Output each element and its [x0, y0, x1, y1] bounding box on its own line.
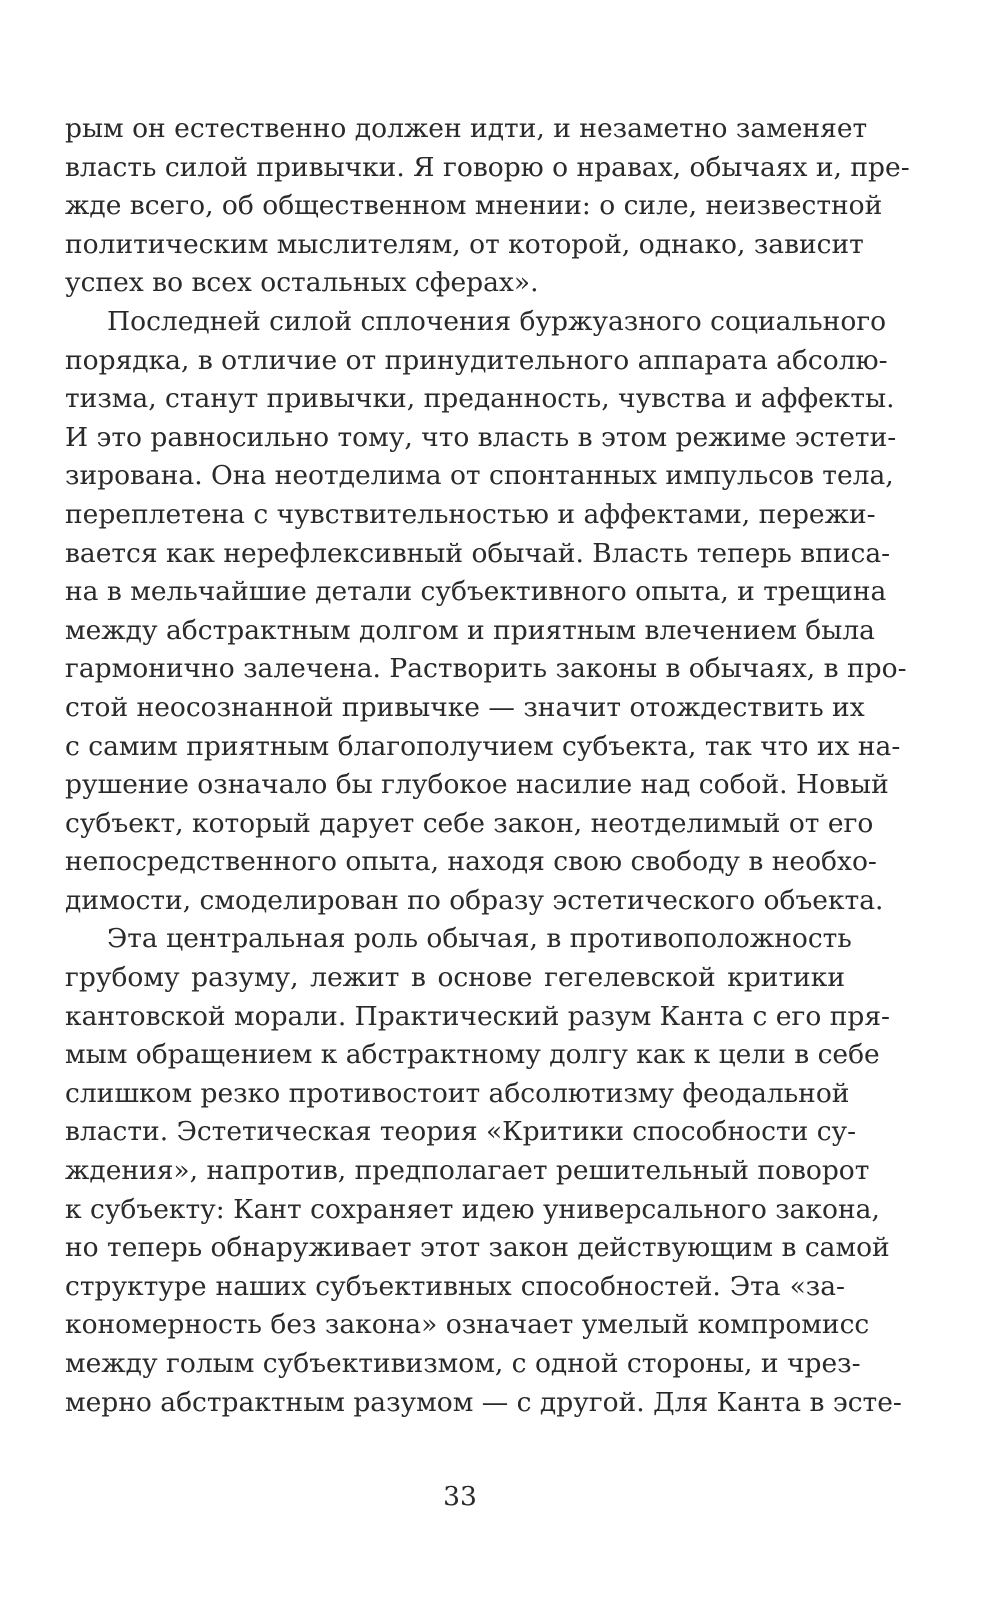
text-line: успех во всех остальных сферах». — [65, 267, 539, 299]
text-line: к субъекту: Кант сохраняет идею универсального закона, — [65, 1193, 880, 1225]
text-line: политическим мыслителям, от которой, однако, зависит — [65, 228, 864, 260]
text-line: между абстрактным долгом и приятным влечением была — [65, 614, 875, 646]
text-line: слишком резко противостоит абсолютизму феодальной — [65, 1077, 850, 1109]
text-line: стой неосознанной привычке — значит отождествить их — [65, 691, 865, 723]
body-text — [65, 110, 910, 1422]
page-number: 33 — [443, 1481, 477, 1512]
text-line: зирована. Она неотделима от спонтанных импульсов тела, — [65, 460, 894, 492]
text-line: ждения», напротив, предполагает решительный поворот — [65, 1155, 870, 1187]
text-line: переплетена с чувствительностью и аффектами, пережи- — [65, 498, 876, 530]
paragraph-first-line: Последней силой сплочения буржуазного социального — [107, 305, 887, 337]
text-line: И это равносильно тому, что власть в этом режиме эстети- — [65, 421, 897, 453]
text-line: тизма, станут привычки, преданность, чувства и аффекты. — [65, 383, 895, 415]
paragraph-first-line: Эта центральная роль обычая, в противоположность — [107, 923, 852, 955]
text-line: вается как нерефлексивный обычай. Власть теперь вписа- — [65, 537, 891, 569]
text-line: грубому разуму, лежит в основе гегелевской критики — [65, 962, 845, 994]
text-line: власть силой привычки. Я говорю о нравах, обычаях и, пре- — [65, 151, 910, 183]
text-line: мерно абстрактным разумом — с другой. Для Канта в эсте- — [65, 1386, 902, 1418]
text-line: димости, смоделирован по образу эстетического объекта. — [65, 884, 884, 916]
text-line: непосредственного опыта, находя свою свободу в необхо- — [65, 846, 877, 878]
text-line: кономерность без закона» означает умелый компромисс — [65, 1309, 870, 1341]
text-line: порядка, в отличие от принудительного аппарата абсолю- — [65, 344, 888, 376]
text-line: на в мельчайшие детали субъективного опыта, и трещина — [65, 576, 887, 608]
text-line: рым он естественно должен идти, и незаметно заменяет — [65, 113, 868, 144]
text-line: субъект, который дарует себе закон, неотделимый от его — [65, 807, 874, 839]
text-line: кантовской морали. Практический разум Канта с его пря- — [65, 1000, 890, 1032]
text-line: между голым субъективизмом, с одной стороны, и чрез- — [65, 1348, 861, 1379]
text-line: жде всего, об общественном мнении: о силе, неизвестной — [65, 190, 883, 222]
text-line: власти. Эстетическая теория «Критики способности су- — [65, 1116, 857, 1148]
text-line: гармонично залечена. Растворить законы в обычаях, в про- — [65, 653, 907, 685]
text-line: мым обращением к абстрактному долгу как к цели в себе — [65, 1039, 880, 1071]
text-line: рушение означало бы глубокое насилие над собой. Новый — [65, 769, 889, 801]
text-line: структуре наших субъективных способностей. Эта «за- — [65, 1270, 845, 1302]
text-line: но теперь обнаруживает этот закон действующим в самой — [65, 1232, 890, 1264]
text-line: с самим приятным благополучием субъекта, так что их на- — [65, 730, 901, 762]
